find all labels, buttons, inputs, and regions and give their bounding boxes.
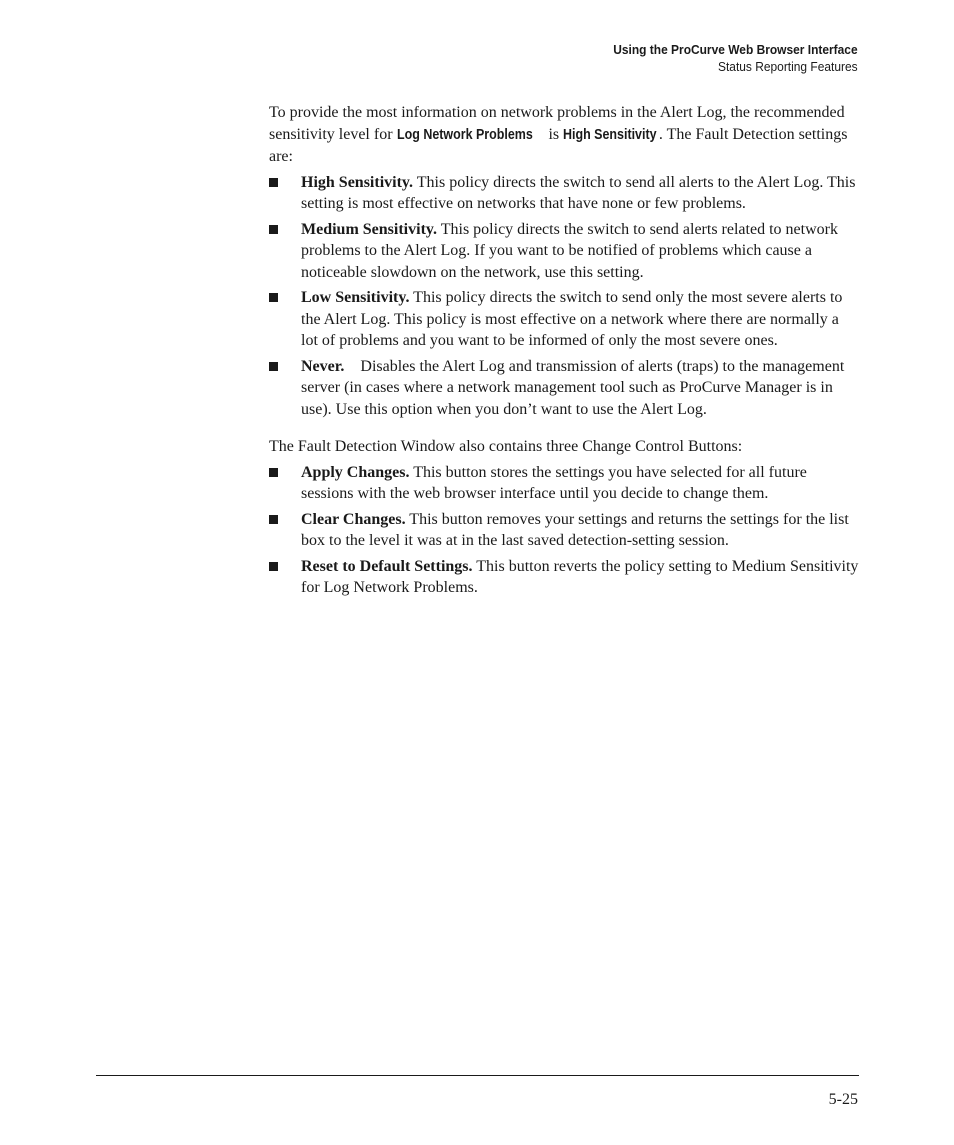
footer-divider	[96, 1075, 859, 1076]
intro-text-3: . The Fault Detection settings are:	[269, 125, 848, 165]
item-title: Medium Sensitivity.	[301, 220, 438, 238]
item-text: This button removes your settings and returns the settings for the list box to the level it was at in the last saved detection-setting session.	[301, 510, 849, 549]
item-title: High Sensitivity.	[301, 173, 414, 191]
item-title: Clear Changes.	[301, 510, 406, 528]
item-text: This button stores the settings you have selected for all future sessions with the web browser interface until you decide to change them.	[301, 463, 807, 502]
list-item	[269, 462, 859, 505]
square-bullet-icon	[269, 293, 278, 302]
item-title: Never.	[301, 357, 345, 375]
list-item	[269, 556, 859, 599]
square-bullet-icon	[269, 562, 278, 571]
list-item	[269, 172, 859, 215]
item-title: Apply Changes.	[301, 463, 410, 481]
list-item	[269, 509, 859, 552]
square-bullet-icon	[269, 515, 278, 524]
square-bullet-icon	[269, 225, 278, 234]
chapter-title: Using the ProCurve Web Browser Interface	[613, 42, 858, 57]
list-item	[269, 356, 859, 421]
section-title: Status Reporting Features	[718, 59, 858, 74]
item-text: This button reverts the policy setting to Medium Sensitivity for Log Network Problems.	[301, 557, 859, 596]
list-item	[269, 219, 859, 284]
intro-text-1: To provide the most information on network problems in the Alert Log, the recommended sensitivity level for	[269, 104, 845, 143]
page-body	[269, 102, 859, 603]
square-bullet-icon	[269, 362, 278, 371]
square-bullet-icon	[269, 468, 278, 477]
sensitivity-list	[269, 172, 859, 421]
list-item	[269, 287, 859, 352]
running-header	[614, 41, 858, 75]
page-number: 5-25	[828, 1091, 858, 1108]
intro-text-2: is	[544, 125, 564, 143]
change-control-buttons-list	[269, 462, 859, 599]
item-text: Disables the Alert Log and transmission of alerts (traps) to the management server (in cases where a network management tool such as ProCurve Manager is in use). Use this option when you don’t want to use the Alert Log.	[301, 357, 849, 418]
item-text: This policy directs the switch to send all alerts to the Alert Log. This setting is most effective on networks that have none or few problems.	[301, 173, 856, 212]
buttons-intro-paragraph: The Fault Detection Window also contains three Change Control Buttons:	[269, 438, 743, 455]
intro-paragraph	[269, 102, 859, 168]
item-text: This policy directs the switch to send only the most severe alerts to the Alert Log. This policy is most effective on a network where there are normally a lot of problems and you want to be informed of only the most severe ones.	[301, 289, 843, 349]
term-log-network-problems: Log Network Problems	[396, 126, 533, 143]
item-text: This policy directs the switch to send alerts related to network problems to the Alert Log. If you want to be notified of problems which cause a noticeable slowdown on the network, use this setting.	[301, 220, 838, 281]
item-title: Reset to Default Settings.	[301, 557, 473, 575]
item-title: Low Sensitivity.	[301, 289, 410, 306]
term-high-sensitivity: High Sensitivity	[563, 126, 657, 143]
square-bullet-icon	[269, 178, 278, 187]
